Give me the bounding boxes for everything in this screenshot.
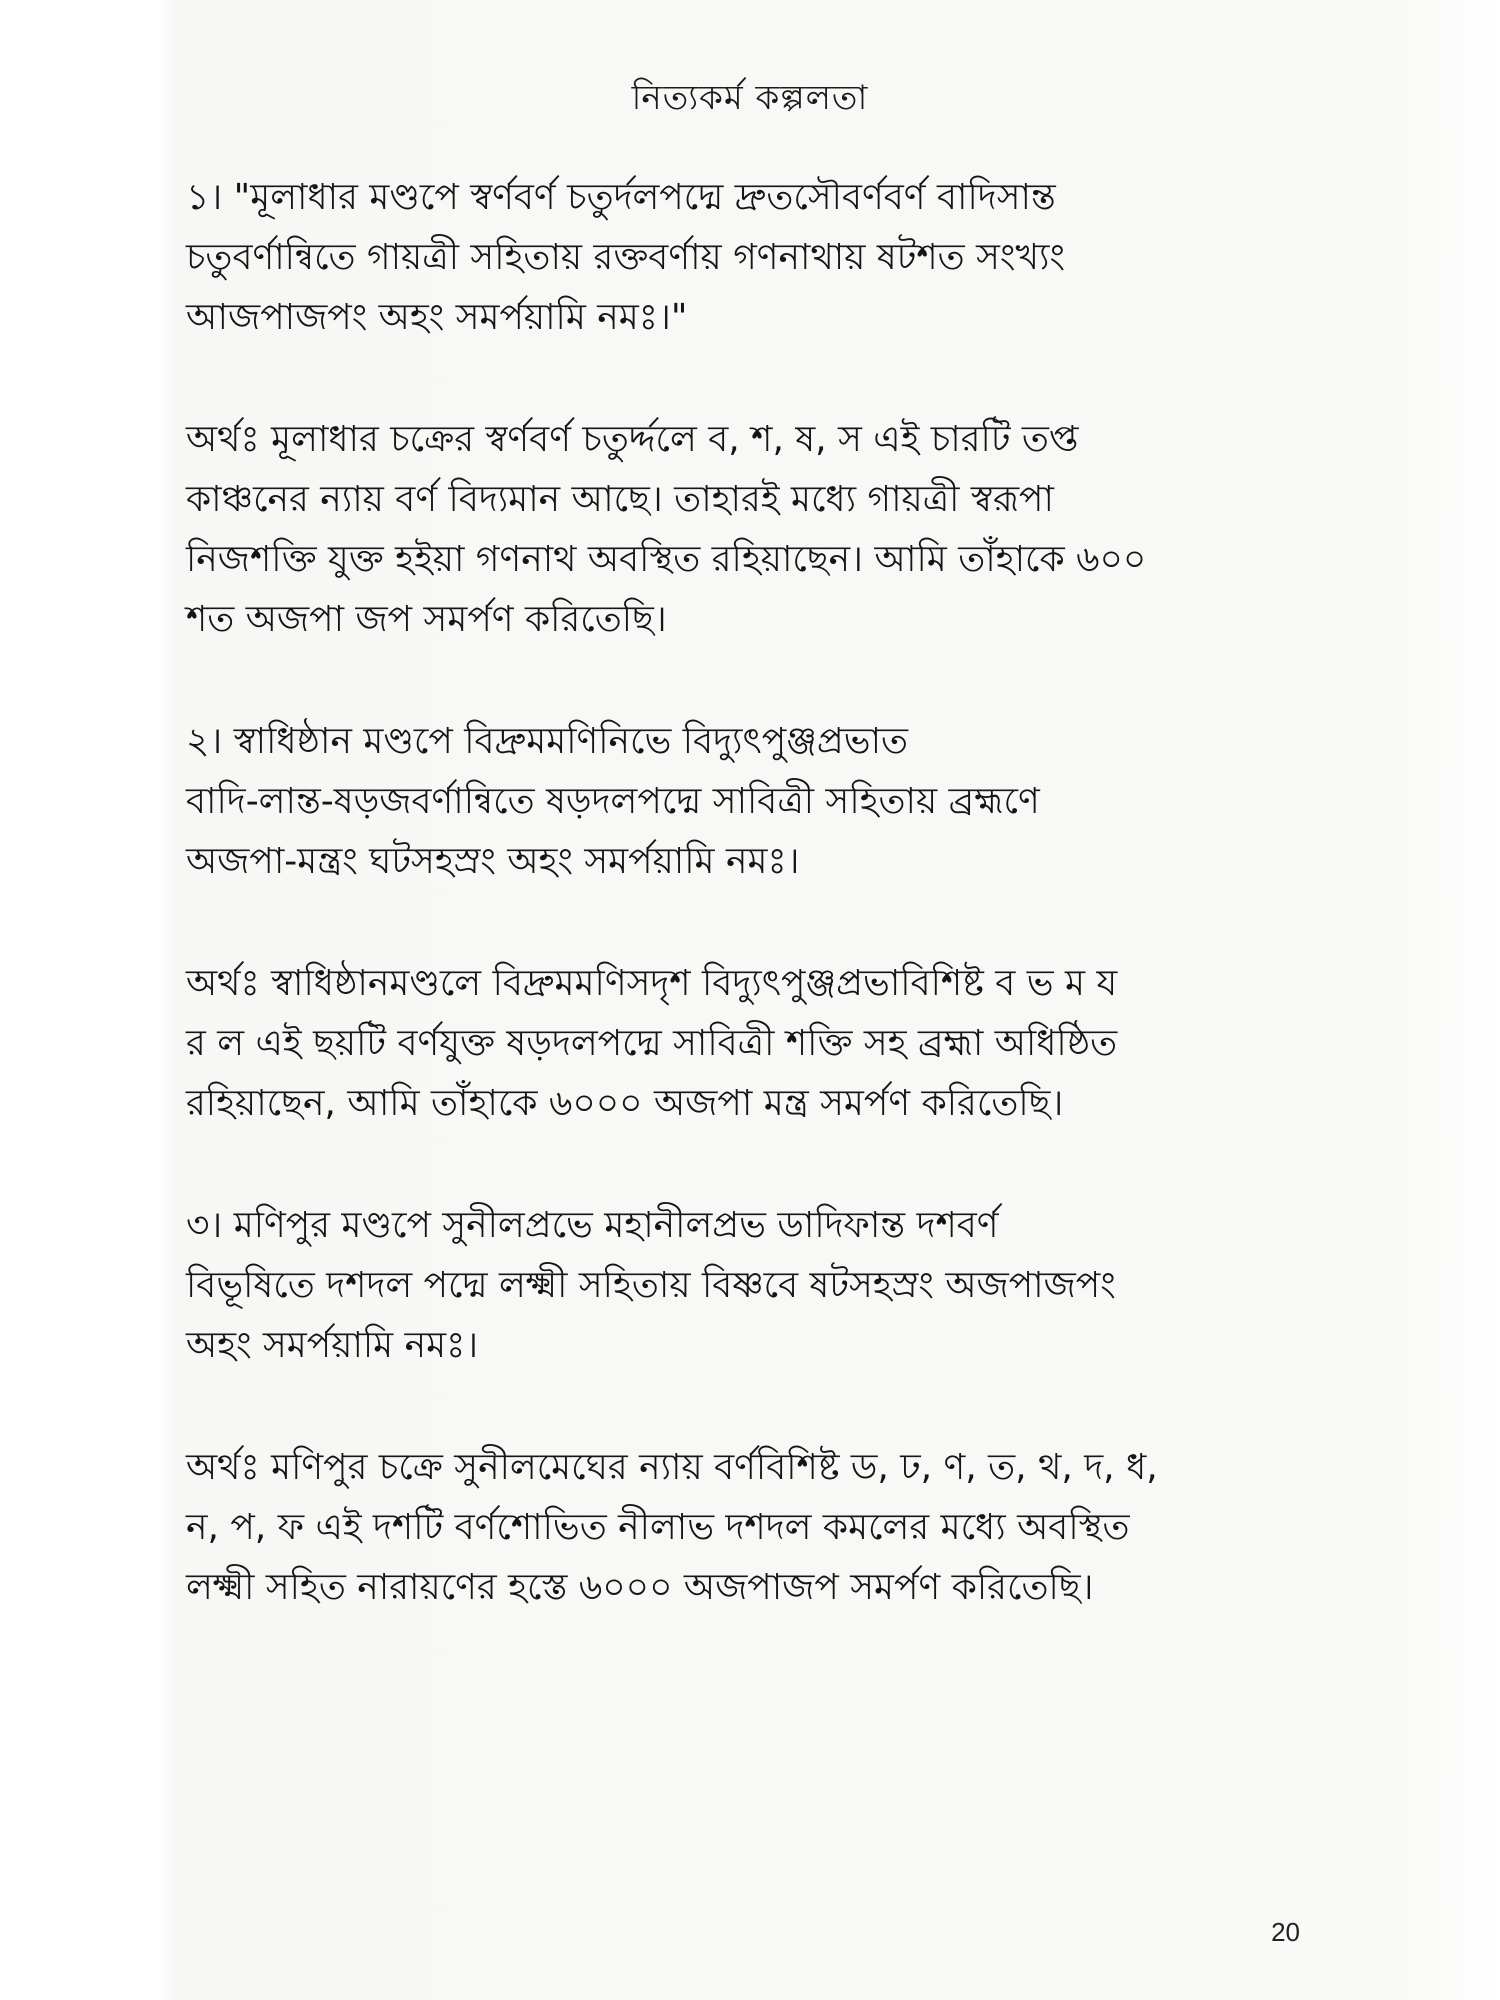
text-line: বিভূষিতে দশদল পদ্মে লক্ষ্মী সহিতায় বিষ্ণবে ষটসহস্রং অজপাজপং	[186, 1265, 1116, 1306]
text-line: অর্থঃ স্বাধিষ্ঠানমণ্ডলে বিদ্রুমমণিসদৃশ বিদ্যুৎপুঞ্জপ্রভাবিশিষ্ট ব ভ ম য	[186, 963, 1118, 1004]
text-line: লক্ষ্মী সহিত নারায়ণের হস্তে ৬০০০ অজপাজপ সমর্পণ করিতেছি।	[186, 1567, 1094, 1608]
paragraph-meaning-3	[186, 1438, 1316, 1618]
text-line: ১। "মূলাধার মণ্ডপে স্বর্ণবর্ণ চতুর্দলপদ্মে দ্রুতসৌবর্ণবর্ণ বাদিসান্ত	[186, 177, 1056, 218]
paragraph-mantra-2	[186, 712, 1316, 892]
paragraph-meaning-2	[186, 954, 1316, 1134]
text-line: কাঞ্চনের ন্যায় বর্ণ বিদ্যমান আছে। তাহারই মধ্যে গায়ত্রী স্বরূপা	[186, 479, 1054, 520]
text-line: অহং সমর্পয়ামি নমঃ।	[186, 1325, 479, 1366]
text-line: রহিয়াছেন, আমি তাঁহাকে ৬০০০ অজপা মন্ত্র সমর্পণ করিতেছি।	[186, 1083, 1064, 1124]
text-line: নিজশক্তি যুক্ত হইয়া গণনাথ অবস্থিত রহিয়াছেন। আমি তাঁহাকে ৬০০	[186, 539, 1147, 580]
running-header-title: নিত্যকর্ম কল্পলতা	[631, 78, 869, 118]
paragraph-meaning-1	[186, 410, 1316, 650]
text-line: বাদি-লান্ত-ষড়জবর্ণান্বিতে ষড়দলপদ্মে সাবিত্রী সহিতায় ব্রহ্মণে	[186, 781, 1040, 822]
page-body	[186, 168, 1316, 1680]
paragraph-mantra-1	[186, 168, 1316, 348]
text-line: ২। স্বাধিষ্ঠান মণ্ডপে বিদ্রুমমণিনিভে বিদ্যুৎপুঞ্জপ্রভাত	[186, 721, 909, 762]
text-line: র ল এই ছয়টি বর্ণযুক্ত ষড়দলপদ্মে সাবিত্রী শক্তি সহ ব্রহ্মা অধিষ্ঠিত	[186, 1023, 1118, 1064]
text-line: আজপাজপং অহং সমর্পয়ামি নমঃ।"	[186, 297, 688, 338]
text-line: ন, প, ফ এই দশটি বর্ণশোভিত নীলাভ দশদল কমলের মধ্যে অবস্থিত	[186, 1507, 1130, 1548]
text-line: অর্থঃ মণিপুর চক্রে সুনীলমেঘের ন্যায় বর্ণবিশিষ্ট ড, ঢ, ণ, ত, থ, দ, ধ,	[186, 1447, 1158, 1488]
text-line: চতুবর্ণান্বিতে গায়ত্রী সহিতায় রক্তবর্ণায় গণনাথায় ষটশত সংখ্যং	[186, 237, 1065, 278]
text-line: অজপা-মন্ত্রং ঘটসহস্রং অহং সমর্পয়ামি নমঃ।	[186, 841, 800, 882]
text-line: অর্থঃ মূলাধার চক্রের স্বর্ণবর্ণ চতুর্দ্দলে ব, শ, ষ, স এই চারটি তপ্ত	[186, 419, 1079, 460]
paragraph-mantra-3	[186, 1196, 1316, 1376]
text-line: শত অজপা জপ সমর্পণ করিতেছি।	[186, 599, 667, 640]
text-line: ৩। মণিপুর মণ্ডপে সুনীলপ্রভে মহানীলপ্রভ ডাদিফান্ত দশবর্ণ	[186, 1205, 999, 1246]
page-number: 20	[1271, 1917, 1300, 1947]
